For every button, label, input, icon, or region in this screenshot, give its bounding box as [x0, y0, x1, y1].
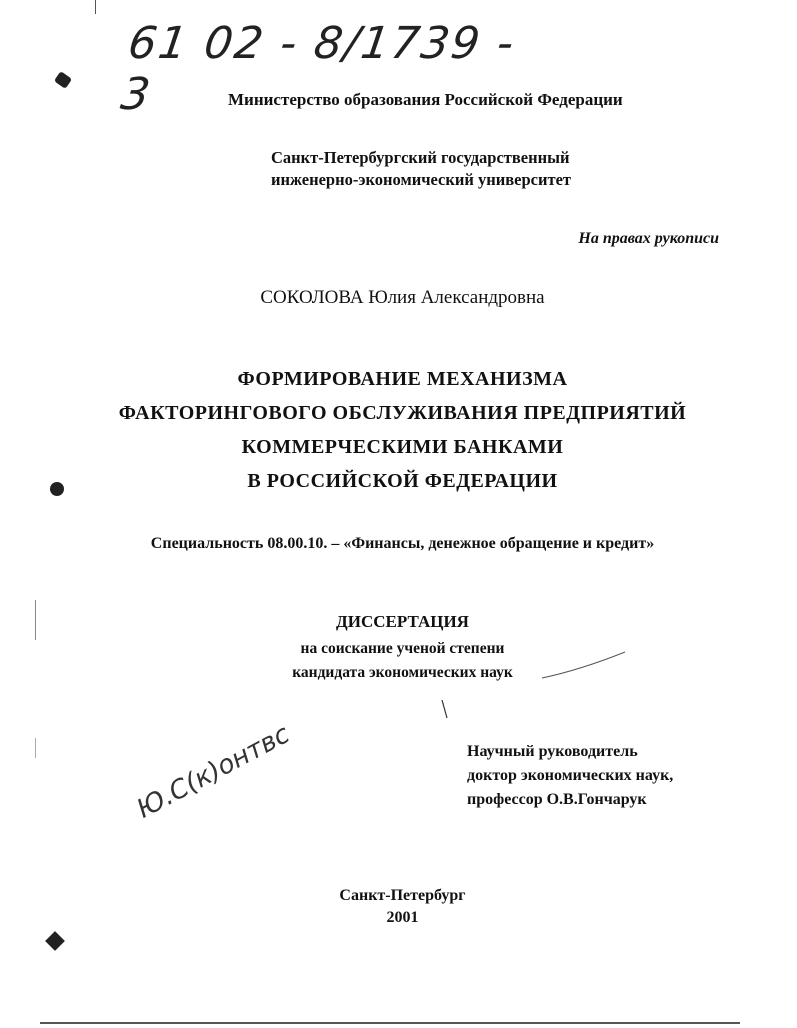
author-name: СОКОЛОВА Юлия Александровна — [260, 287, 545, 308]
handwritten-signature: Ю.С(к)онтвс — [132, 719, 295, 825]
university-name — [271, 147, 571, 191]
pen-stroke — [540, 640, 630, 690]
year: 2001 — [386, 909, 419, 926]
degree-line-2: кандидата экономических наук — [292, 664, 513, 681]
top-tick — [95, 0, 96, 14]
handwritten-catalog-number: 61 02 - 8/1739 - 3 — [117, 18, 519, 120]
title-line: ФАКТОРИНГОВОГО ОБСЛУЖИВАНИЯ ПРЕДПРИЯТИЙ — [118, 402, 687, 424]
degree-line-1: на соискание ученой степени — [300, 640, 505, 657]
scientific-advisor — [467, 740, 673, 812]
university-line-2: инженерно-экономический университет — [271, 170, 572, 189]
advisor-line-3: профессор О.В.Гончарук — [467, 791, 647, 808]
advisor-line-2: доктор экономических наук, — [467, 767, 674, 784]
city: Санкт-Петербург — [339, 887, 466, 904]
scan-mark-top — [54, 71, 72, 89]
title-line: ФОРМИРОВАНИЕ МЕХАНИЗМА — [237, 368, 568, 390]
scan-mark-bottom — [45, 931, 65, 951]
ministry-name: Министерство образования Российской Федерации — [228, 90, 623, 109]
university-line-1: Санкт-Петербургский государственный — [271, 148, 570, 167]
margin-line-2 — [35, 738, 36, 758]
title-line: КОММЕРЧЕСКИМИ БАНКАМИ — [241, 436, 564, 458]
dissertation-label: ДИССЕРТАЦИЯ — [336, 612, 469, 631]
dissertation-title — [4, 362, 797, 498]
city-year — [4, 885, 797, 929]
bottom-border-line — [40, 1022, 740, 1024]
advisor-line-1: Научный руководитель — [467, 743, 638, 760]
pen-tick — [440, 698, 450, 720]
specialty: Специальность 08.00.10. – «Финансы, денежное обращение и кредит» — [150, 535, 655, 552]
manuscript-rights: На правах рукописи — [578, 230, 719, 247]
title-line: В РОССИЙСКОЙ ФЕДЕРАЦИИ — [247, 470, 558, 492]
